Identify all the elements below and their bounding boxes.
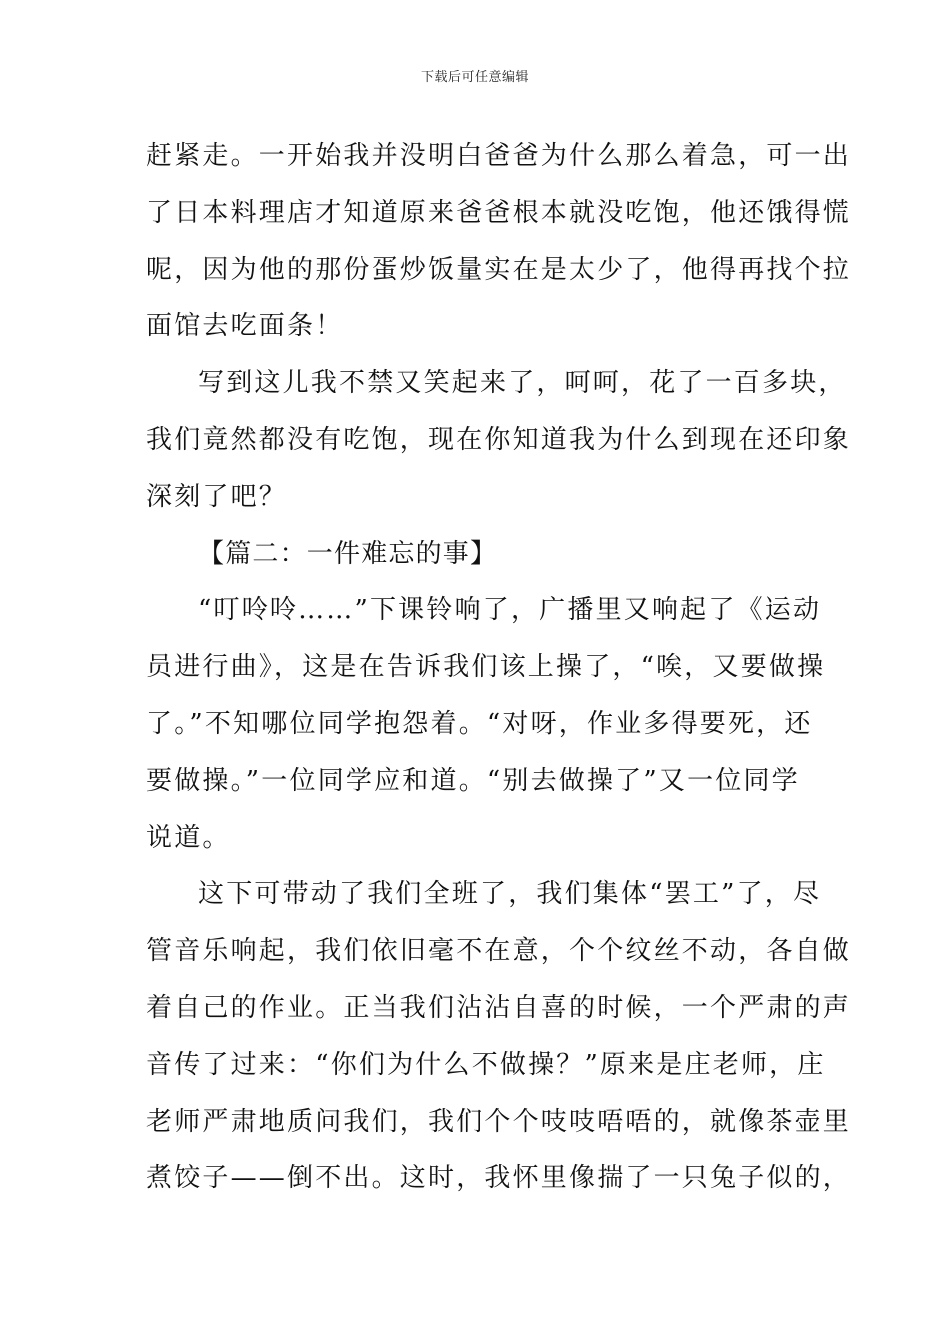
text-line: 写到这儿我不禁又笑起来了，呵呵，花了一百多块， bbox=[198, 368, 847, 399]
text-line: 了。”不知哪位同学抱怨着。“对呀，作业多得要死，还 bbox=[146, 708, 813, 739]
text-line: 深刻了吧？ bbox=[146, 481, 288, 512]
text-line: “叮呤呤……”下课铃响了，广播里又响起了《运动 bbox=[198, 595, 822, 626]
page-header: 下载后可任意编辑 bbox=[420, 70, 529, 85]
text-line: 煮饺子——倒不出。这时，我怀里像揣了一只兔子似的， bbox=[146, 1163, 852, 1194]
article-body bbox=[146, 128, 852, 1207]
section-heading: 【篇二：一件难忘的事】 bbox=[198, 538, 498, 569]
text-line: 音传了过来：“你们为什么不做操？”原来是庄老师，庄 bbox=[146, 1049, 826, 1080]
text-line: 管音乐响起，我们依旧毫不在意，个个纹丝不动，各自做 bbox=[146, 936, 852, 967]
text-line: 员进行曲》，这是在告诉我们该上操了，“唉，又要做操 bbox=[146, 652, 826, 683]
text-line: 说道。 bbox=[146, 822, 231, 853]
text-line: 这下可带动了我们全班了，我们集体“罢工”了，尽 bbox=[198, 879, 822, 910]
text-line: 着自己的作业。正当我们沾沾自喜的时候，一个严肃的声 bbox=[146, 992, 852, 1023]
text-line: 面馆去吃面条！ bbox=[146, 311, 344, 342]
text-line: 呢，因为他的那份蛋炒饭量实在是太少了，他得再找个拉 bbox=[146, 254, 852, 285]
text-line: 赶紧走。一开始我并没明白爸爸为什么那么着急，可一出 bbox=[146, 141, 852, 171]
text-line: 要做操。”一位同学应和道。“别去做操了”又一位同学 bbox=[146, 765, 800, 796]
text-line: 了日本料理店才知道原来爸爸根本就没吃饱，他还饿得慌 bbox=[146, 197, 852, 228]
text-line: 我们竟然都没有吃饱，现在你知道我为什么到现在还印象 bbox=[146, 424, 852, 455]
text-line: 老师严肃地质问我们，我们个个吱吱唔唔的，就像茶壶里 bbox=[146, 1106, 852, 1137]
